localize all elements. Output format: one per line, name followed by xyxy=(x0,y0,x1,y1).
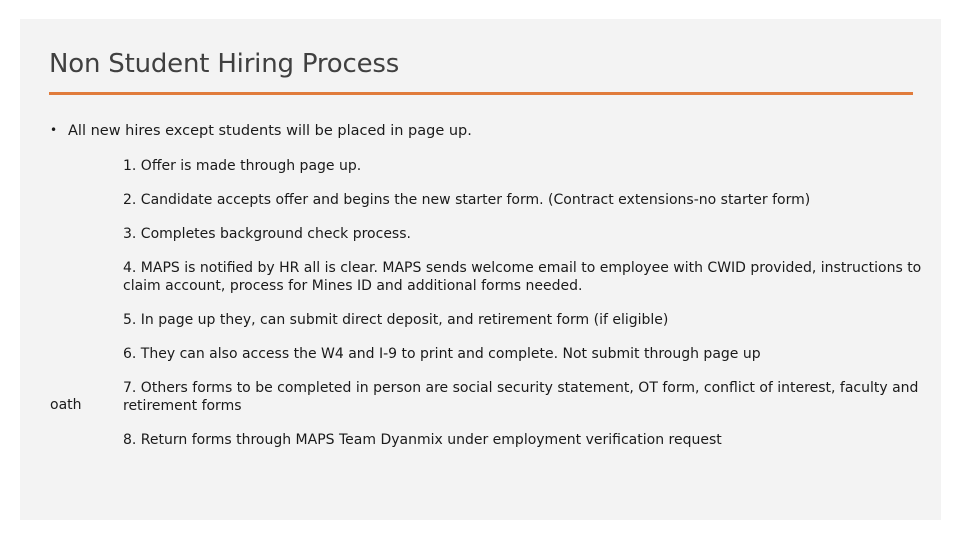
step-1: 1. Offer is made through page up. xyxy=(123,158,362,174)
slide xyxy=(20,19,941,520)
slide-title: Non Student Hiring Process xyxy=(49,49,400,79)
step-2: 2. Candidate accepts offer and begins the new starter form. (Contract extensions-no starter form) xyxy=(123,192,811,208)
step-6: 6. They can also access the W4 and I-9 to print and complete. Not submit through page up xyxy=(123,346,761,362)
main-bullet xyxy=(50,123,472,139)
step-5: 5. In page up they, can submit direct deposit, and retirement form (if eligible) xyxy=(123,312,669,328)
step-4: 4. MAPS is notified by HR all is clear. MAPS sends welcome email to employee with CWID provided, instructions to claim account, process for Mines ID and additional forms needed. xyxy=(123,260,922,294)
main-bullet-text: All new hires except students will be placed in page up. xyxy=(68,123,472,139)
step-3: 3. Completes background check process. xyxy=(123,226,411,242)
bullet-icon: • xyxy=(50,123,58,137)
step-8: 8. Return forms through MAPS Team Dyanmix under employment verification request xyxy=(123,432,722,448)
side-label-oath: oath xyxy=(50,397,82,413)
title-divider xyxy=(49,92,913,95)
step-7: 7. Others forms to be completed in person are social security statement, OT form, conflict of interest, faculty and retirement forms xyxy=(123,380,919,414)
